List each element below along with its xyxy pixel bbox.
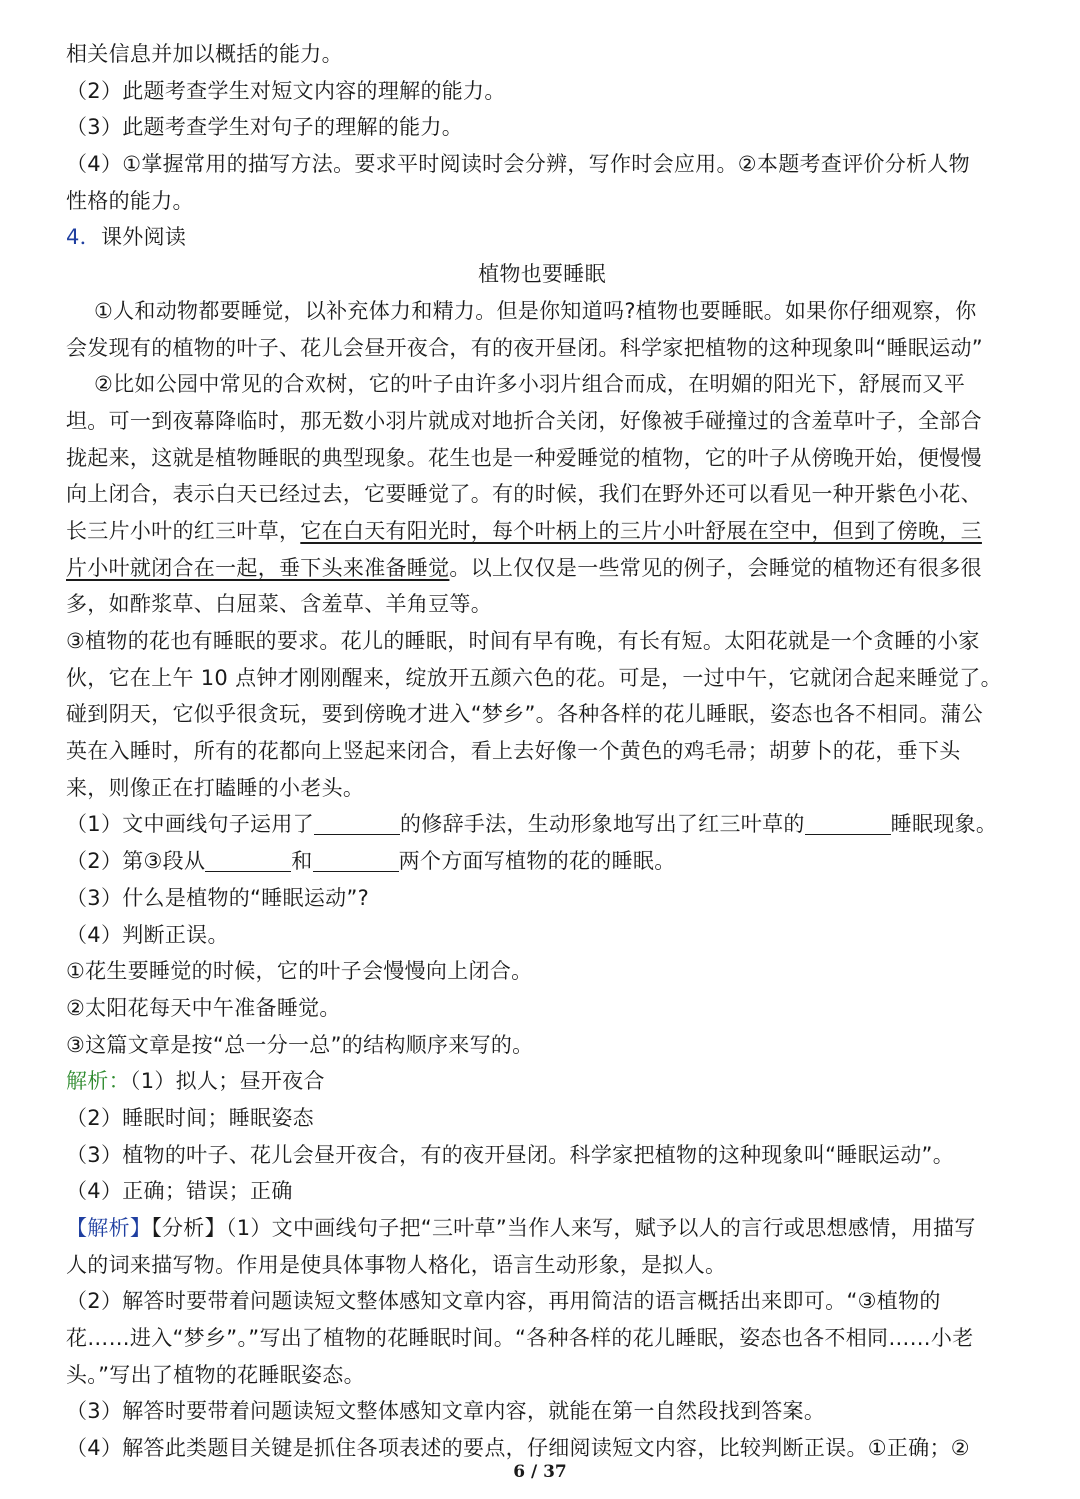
text-line xyxy=(66,550,1018,587)
text-line: （4）①掌握常用的描写方法。要求平时阅读时会分辨，写作时会应用。②本题考查评价分析人物 xyxy=(66,152,970,177)
question-2 xyxy=(66,843,1018,880)
analysis-line: 人的词来描写物。作用是使具体事物人格化，语言生动形象，是拟人。 xyxy=(66,1252,727,1277)
answer-blank xyxy=(205,849,291,872)
analysis-line: 头。”写出了植物的花睡眠姿态。 xyxy=(66,1362,365,1387)
text-line: 碰到阴天，它似乎很贪玩，要到傍晚才进入“梦乡”。各种各样的花儿睡眠，姿态也各不相同。蒲公 xyxy=(66,702,983,727)
text-line: 拢起来，这就是植物睡眠的典型现象。花生也是一种爱睡觉的植物，它的叶子从傍晚开始，便慢慢 xyxy=(66,445,982,470)
page-number: 6 / 37 xyxy=(513,1462,567,1482)
text-line: ③植物的花也有睡眠的要求。花儿的睡眠，时间有早有晚，有长有短。太阳花就是一个贪睡的小家 xyxy=(66,629,980,653)
question-4: （4）判断正误。 xyxy=(66,922,229,947)
analysis-line: 花……进入“梦乡”。”写出了植物的花睡眠时间。“各种各样的花儿睡眠，姿态也各不相同……小老 xyxy=(66,1326,974,1351)
text-line xyxy=(66,513,1018,550)
text-line: 性格的能力。 xyxy=(66,188,194,213)
answer-blank xyxy=(314,812,400,835)
analysis-line xyxy=(66,1210,1018,1247)
question-4-heading xyxy=(66,219,1018,256)
judgement-item: ③这篇文章是按“总一分一总”的结构顺序来写的。 xyxy=(66,1032,534,1057)
text-span: 两个方面写植物的花的睡眠。 xyxy=(398,849,676,874)
passage-title: 植物也要睡眠 xyxy=(478,262,606,287)
text-line: （2）此题考查学生对短文内容的理解的能力。 xyxy=(66,78,506,103)
question-1 xyxy=(66,806,1018,843)
answer-line: （2）睡眠时间；睡眠姿态 xyxy=(66,1105,314,1130)
answer-line xyxy=(66,1063,1018,1100)
text-line: 英在入睡时，所有的花都向上竖起来闭合，看上去好像一个黄色的鸡毛帚；胡萝卜的花，垂下头 xyxy=(66,739,961,764)
answer-line: （3）植物的叶子、花儿会昼开夜合，有的夜开昼闭。科学家把植物的这种现象叫“睡眠运动”。 xyxy=(66,1142,955,1167)
answer-label: 解析： xyxy=(66,1069,130,1094)
answer-blank xyxy=(805,812,891,835)
question-number: 4． xyxy=(66,225,101,250)
text-span: （2）第③段从 xyxy=(66,849,206,874)
text-span: 长三片小叶的红三叶草， xyxy=(66,518,301,543)
text-span: 的修辞手法，生动形象地写出了红三叶草的 xyxy=(399,812,805,837)
analysis-line: （2）解答时要带着问题读短文整体感知文章内容，再用简洁的语言概括出来即可。“③植物的 xyxy=(66,1289,941,1314)
text-line: 会发现有的植物的叶子、花儿会昼开夜合，有的夜开昼闭。科学家把植物的这种现象叫“睡眠运动” xyxy=(66,335,983,360)
text-line: ①人和动物都要睡觉，以补充体力和精力。但是你知道吗?植物也要睡眠。如果你仔细观察，你 xyxy=(94,298,977,323)
analysis-line: （3）解答时要带着问题读短文整体感知文章内容，就能在第一自然段找到答案。 xyxy=(66,1399,826,1424)
text-line: ②比如公园中常见的合欢树，它的叶子由许多小羽片组合而成，在明媚的阳光下，舒展而又平 xyxy=(94,372,966,397)
answer-blank xyxy=(313,849,399,872)
text-line: 来，则像正在打瞌睡的小老头。 xyxy=(66,775,365,800)
text-span: 。以上仅仅是一些常见的例子，会睡觉的植物还有很多很 xyxy=(449,555,982,580)
text-span: （1）拟人；昼开夜合 xyxy=(129,1069,325,1094)
judgement-item: ①花生要睡觉的时候，它的叶子会慢慢向上闭合。 xyxy=(66,959,533,984)
question-3: （3）什么是植物的“睡眠运动”? xyxy=(66,885,370,910)
analysis-label: 【解析】 xyxy=(66,1216,152,1240)
text-span: 和 xyxy=(291,849,313,874)
text-span: 睡眠现象。 xyxy=(890,812,998,837)
analysis-line: （4）解答此类题目关键是抓住各项表述的要点，仔细阅读短文内容，比较判断正误。①正确；② xyxy=(66,1436,970,1461)
answer-line: （4）正确；错误；正确 xyxy=(66,1179,293,1204)
question-label: 课外阅读 xyxy=(100,225,187,250)
judgement-item: ②太阳花每天中午准备睡觉。 xyxy=(66,995,341,1020)
text-line: （3）此题考查学生对句子的理解的能力。 xyxy=(66,115,464,140)
text-span: （1）文中画线句子运用了 xyxy=(66,812,314,837)
text-line: 多，如酢浆草、白屈菜、含羞草、羊角豆等。 xyxy=(66,592,492,617)
underlined-sentence: 片小叶就闭合在一起，垂下头来准备睡觉 xyxy=(66,555,450,580)
text-span: 【分析】（1）文中画线句子把“三叶草”当作人来写，赋予以人的言行或思想感情，用描写 xyxy=(151,1216,976,1240)
text-line: 相关信息并加以概括的能力。 xyxy=(66,42,343,66)
text-line: 向上闭合，表示白天已经过去，它要睡觉了。有的时候，我们在野外还可以看见一种开紫色小花、 xyxy=(66,482,982,507)
underlined-sentence: 它在白天有阳光时，每个叶柄上的三片小叶舒展在空中，但到了傍晚，三 xyxy=(300,518,982,543)
document-page xyxy=(66,36,1018,1467)
text-line: 伙，它在上午 10 点钟才刚刚醒来，绽放开五颜六色的花。可是，一过中午，它就闭合起来睡觉了。 xyxy=(66,665,1002,690)
text-line: 坦。可一到夜幕降临时，那无数小羽片就成对地折合关闭，好像被手碰撞过的含羞草叶子，全部合 xyxy=(66,408,982,433)
